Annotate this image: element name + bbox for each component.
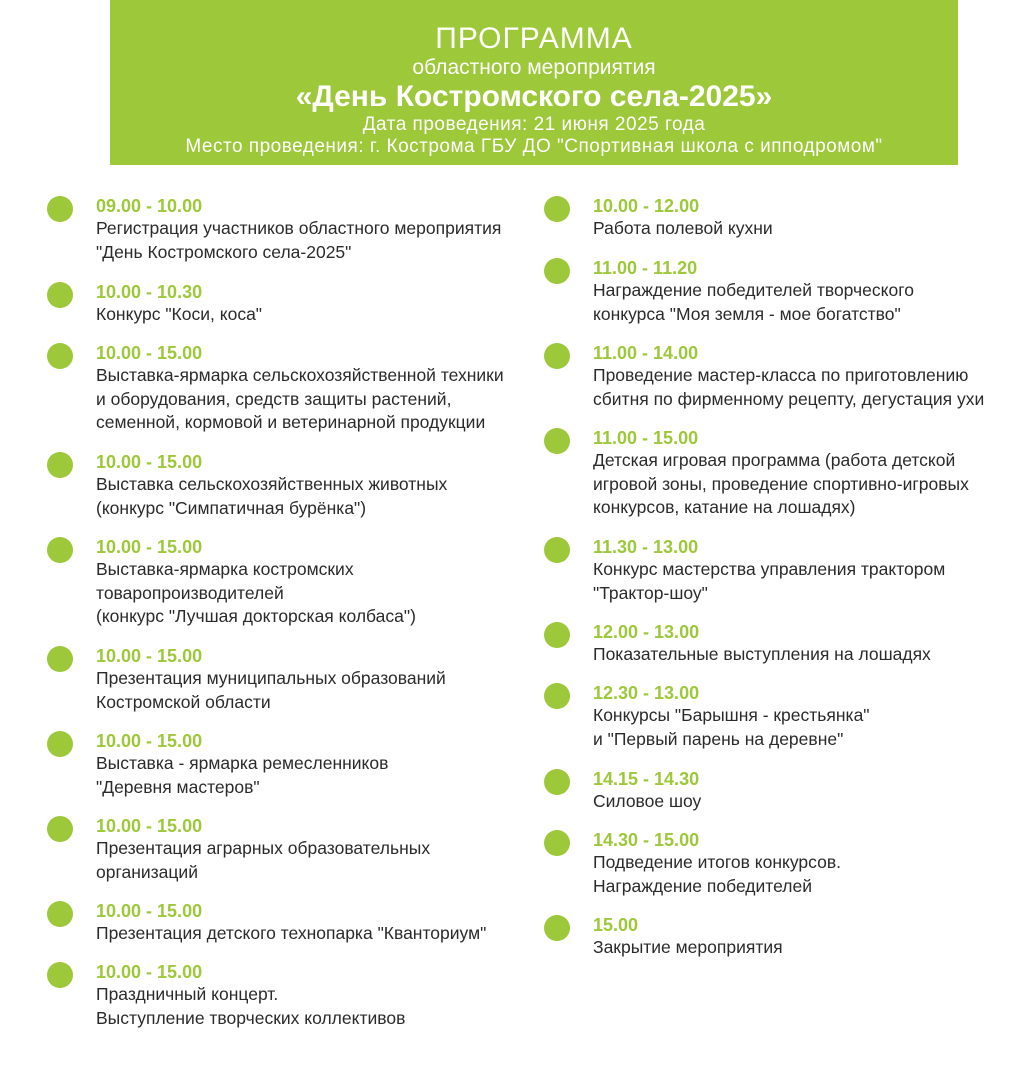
- item-description: [593, 936, 783, 960]
- description-line: (конкурс "Лучшая докторская колбаса"): [96, 606, 416, 626]
- bullet-dot-icon: [47, 343, 73, 369]
- item-description: [96, 558, 416, 629]
- item-time: 10.00 - 15.00: [96, 816, 203, 836]
- item-description: [593, 558, 945, 605]
- bullet-dot-icon: [47, 901, 73, 927]
- description-line: Выставка-ярмарка сельскохозяйственной техники: [96, 365, 504, 385]
- bullet-dot-icon: [47, 962, 73, 988]
- bullet-dot-icon: [47, 537, 73, 563]
- item-time: 14.15 - 14.30: [593, 769, 700, 789]
- bullet-dot-icon: [47, 816, 73, 842]
- item-description: [96, 837, 430, 884]
- description-line: Конкурс мастерства управления трактором: [593, 559, 946, 579]
- description-line: конкурса "Моя земля - мое богатство": [593, 303, 901, 324]
- description-line: Презентация аграрных образовательных: [96, 838, 431, 858]
- description-line: (конкурс "Симпатичная бурёнка"): [96, 497, 367, 518]
- description-line: Выставка-ярмарка костромских: [96, 559, 354, 579]
- item-time: 10.00 - 15.00: [96, 731, 203, 751]
- bullet-dot-icon: [544, 769, 570, 795]
- item-time: 11.30 - 13.00: [593, 537, 699, 557]
- description-line: "Трактор-шоу": [593, 582, 708, 603]
- description-line: Презентация детского технопарка "Кванториум": [96, 923, 487, 943]
- description-line: и оборудования, средств защиты растений,: [96, 388, 452, 409]
- item-time: 10.00 - 15.00: [96, 452, 203, 472]
- item-time: 11.00 - 15.00: [593, 428, 699, 448]
- bullet-dot-icon: [47, 282, 73, 308]
- item-description: [96, 217, 501, 264]
- bullet-dot-icon: [544, 622, 570, 648]
- item-description: [96, 983, 405, 1030]
- description-line: семенной, кормовой и ветеринарной продукции: [96, 412, 486, 432]
- description-line: Костромской области: [96, 691, 271, 712]
- program-title: ПРОГРАММА: [435, 22, 633, 55]
- item-description: [96, 922, 486, 946]
- bullet-dot-icon: [544, 258, 570, 284]
- item-description: [593, 704, 870, 751]
- item-description: [593, 643, 931, 667]
- item-description: [96, 667, 446, 714]
- bullet-dot-icon: [544, 830, 570, 856]
- item-time: 10.00 - 15.00: [96, 901, 203, 921]
- item-description: [96, 303, 262, 327]
- bullet-dot-icon: [544, 343, 570, 369]
- bullet-dot-icon: [544, 428, 570, 454]
- description-line: Выставка - ярмарка ремесленников: [96, 753, 389, 773]
- item-time: 14.30 - 15.00: [593, 830, 700, 850]
- item-time: 10.00 - 15.00: [96, 343, 203, 363]
- bullet-dot-icon: [47, 731, 73, 757]
- description-line: Силовое шоу: [593, 791, 702, 811]
- event-place: Место проведения: г. Кострома ГБУ ДО "Спортивная школа с ипподромом": [185, 136, 883, 157]
- description-line: Награждение победителей: [593, 875, 812, 896]
- program-subtitle: областного мероприятия: [412, 56, 656, 79]
- header-banner: [110, 0, 958, 165]
- bullet-dot-icon: [544, 683, 570, 709]
- description-line: Показательные выступления на лошадях: [593, 644, 931, 664]
- description-line: организаций: [96, 861, 198, 882]
- item-description: [593, 851, 841, 898]
- item-description: [593, 449, 969, 520]
- description-line: Праздничный концерт.: [96, 984, 279, 1004]
- item-time: 10.00 - 10.30: [96, 282, 203, 302]
- description-line: игровой зоны, проведение спортивно-игровых: [593, 473, 969, 494]
- item-description: [96, 364, 504, 435]
- item-description: [593, 217, 773, 241]
- item-time: 11.00 - 14.00: [593, 343, 699, 363]
- bullet-dot-icon: [47, 196, 73, 222]
- bullet-dot-icon: [544, 537, 570, 563]
- event-name: «День Костромского села-2025»: [295, 80, 773, 113]
- description-line: Детская игровая программа (работа детской: [593, 450, 956, 470]
- item-time: 10.00 - 15.00: [96, 537, 203, 557]
- bullet-dot-icon: [47, 646, 73, 672]
- description-line: и "Первый парень на деревне": [593, 728, 844, 749]
- description-line: Работа полевой кухни: [593, 218, 773, 238]
- description-line: сбитня по фирменному рецепту, дегустация ухи: [593, 388, 985, 409]
- description-line: "День Костромского села-2025": [96, 241, 352, 262]
- item-time: 11.00 - 11.20: [593, 258, 698, 278]
- bullet-dot-icon: [544, 196, 570, 222]
- description-line: Выставка сельскохозяйственных животных: [96, 474, 448, 494]
- item-description: [593, 364, 984, 411]
- item-time: 10.00 - 15.00: [96, 646, 203, 666]
- item-time: 12.00 - 13.00: [593, 622, 700, 642]
- item-time: 09.00 - 10.00: [96, 196, 203, 216]
- item-time: 10.00 - 15.00: [96, 962, 203, 982]
- description-line: товаропроизводителей: [96, 582, 284, 603]
- item-time: 10.00 - 12.00: [593, 196, 700, 216]
- event-date: Дата проведения: 21 июня 2025 года: [362, 114, 706, 135]
- description-line: Презентация муниципальных образований: [96, 668, 446, 688]
- description-line: Проведение мастер-класса по приготовлению: [593, 365, 969, 385]
- description-line: "Деревня мастеров": [96, 776, 260, 797]
- description-line: Выступление творческих коллективов: [96, 1007, 406, 1028]
- description-line: конкурсов, катание на лошадях): [593, 497, 856, 517]
- bullet-dot-icon: [47, 452, 73, 478]
- description-line: Подведение итогов конкурсов.: [593, 852, 842, 872]
- item-time: 15.00: [593, 915, 639, 935]
- item-description: [593, 790, 701, 814]
- item-time: 12.30 - 13.00: [593, 683, 700, 703]
- bullet-dot-icon: [544, 915, 570, 941]
- description-line: Закрытие мероприятия: [593, 937, 783, 957]
- description-line: Конкурс "Коси, коса": [96, 304, 263, 324]
- description-line: Награждение победителей творческого: [593, 280, 914, 300]
- item-description: [96, 473, 447, 520]
- description-line: Конкурсы "Барышня - крестьянка": [593, 705, 870, 725]
- item-description: [96, 752, 388, 799]
- item-description: [593, 279, 914, 326]
- description-line: Регистрация участников областного мероприятия: [96, 218, 502, 238]
